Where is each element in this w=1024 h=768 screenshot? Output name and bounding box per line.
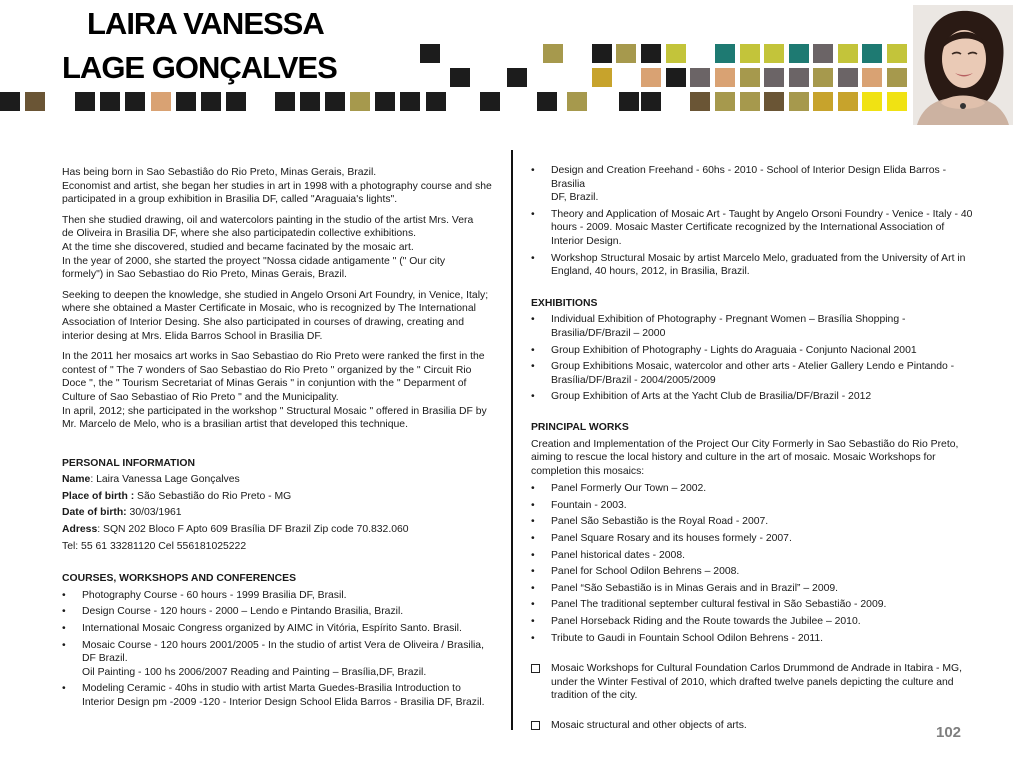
works-heading: PRINCIPAL WORKS — [531, 421, 629, 433]
mosaic-banner — [0, 0, 910, 120]
courses-heading: COURSES, WORKSHOPS AND CONFERENCES — [62, 573, 297, 585]
list-item: • Design and Creation Freehand - 60hs - 2010 - School of Interior Design Elida Barros - Brasilia DF, Brazil. — [531, 165, 947, 204]
list-item: • Panel Horseback Riding and the Route towards the Jubilee – 2010. — [531, 616, 861, 628]
mosaic-tile — [543, 44, 563, 63]
bio-paragraph-2: Then she studied drawing, oil and watercolors painting in the studio of the artist Mrs. Vera de Oliveira in Brasilia DF, where she also participatedin collective exhibitions. At the time she discovered, studied and became facinated by the mosaic art. In the year of 2000, she started the proyect "Nossa cidade antigamente " (" Our city formely") in Sao Sebastiao do Rio Preto, Minas Gerais, Brazil. — [62, 214, 474, 281]
list-item: Mosaic Workshops for Cultural Foundation Carlos Drummond de Andrade in Itabira - MG, under the Winter Festival of 2010, which drafted twelve panels depicting the culture and tradition of the city. — [531, 662, 981, 703]
mosaic-tile — [350, 92, 370, 111]
list-item: • Panel Formerly Our Town – 2002. — [531, 483, 707, 495]
list-item: • Group Exhibition of Arts at the Yacht Club de Brasilia/DF/Brazil - 2012 — [531, 391, 872, 403]
mosaic-tile — [507, 68, 527, 87]
mosaic-tile — [887, 44, 907, 63]
works-list — [531, 482, 981, 645]
mosaic-tile — [616, 44, 636, 63]
title-line-2: LAGE GONÇALVES — [62, 50, 337, 85]
mosaic-tile — [740, 92, 760, 111]
personal-phone: Tel: 55 61 33281120 Cel 556181025222 — [62, 540, 247, 552]
list-item: • Panel “São Sebastião is in Minas Gerais and in Brazil” – 2009. — [531, 582, 839, 594]
title-line-1: LAIRA VANESSA — [87, 6, 324, 41]
list-item: • Panel historical dates - 2008. — [531, 549, 686, 561]
mosaic-tile — [887, 68, 907, 87]
mosaic-tile — [375, 92, 395, 111]
mosaic-tile — [25, 92, 45, 111]
mosaic-tile — [715, 44, 735, 63]
portrait-photo — [913, 5, 1013, 125]
mosaic-tile — [592, 44, 612, 63]
list-item: • Workshop Structural Mosaic by artist Marcelo Melo, graduated from the University of Art in England, 40 hours, 2012, in Brasilia, Brazil. — [531, 252, 966, 278]
bio-paragraph-3: Seeking to deepen the knowledge, she studied in Angelo Orsoni Art Foundry, in Venice, Italy; where she obtained a Master Certificate in Mosaic, who is recognized by The International Association of Interior Desing. She also participated in courses of drawing, creating and interior desing at Mrs. Elida Barros School in Brasilia DF. — [62, 289, 489, 342]
mosaic-tile — [100, 92, 120, 111]
list-item: • Theory and Application of Mosaic Art - Taught by Angelo Orsoni Foundry - Venice - Italy - 40 hours - 2009. Mosaic Master Certificate recognized by the International Association of Interior Design. — [531, 208, 973, 247]
exhibitions-heading: EXHIBITIONS — [531, 297, 598, 309]
mosaic-tile — [537, 92, 557, 111]
mosaic-tile — [764, 44, 784, 63]
mosaic-tile — [764, 92, 784, 111]
mosaic-tile — [813, 44, 833, 63]
list-item: • Tribute to Gaudi in Fountain School Odilon Behrens - 2011. — [531, 632, 824, 644]
mosaic-tile — [592, 68, 612, 87]
mosaic-tile — [125, 92, 145, 111]
mosaic-tile — [789, 92, 809, 111]
personal-address: Adress: SQN 202 Bloco F Apto 609 Brasília DF Brazil Zip code 70.832.060 — [62, 524, 409, 536]
mosaic-tile — [201, 92, 221, 111]
works-checklist — [531, 662, 981, 732]
list-item: • Panel Square Rosary and its houses formely - 2007. — [531, 533, 792, 545]
personal-info-heading: PERSONAL INFORMATION — [62, 457, 195, 469]
courses-list-right — [531, 164, 981, 279]
mosaic-tile — [715, 68, 735, 87]
mosaic-tile — [151, 92, 171, 111]
mosaic-tile — [0, 92, 20, 111]
portrait-illustration — [913, 5, 1013, 125]
exhibitions-list — [531, 313, 981, 404]
left-column — [62, 166, 496, 713]
bio-paragraph-1: Has being born in Sao Sebastiâo do Rio Preto, Minas Gerais, Brazil. Economist and artist, she began her studies in art in 1998 with a photography course and she participated in a group exhibition in Brasilia DF, called "Araguaia's lights". — [62, 167, 492, 206]
mosaic-tile — [838, 44, 858, 63]
personal-name: Name: Laira Vanessa Lage Gonçalves — [62, 474, 240, 486]
personal-birthdate: Date of birth: 30/03/1961 — [62, 507, 182, 519]
courses-list-left — [62, 589, 496, 710]
mosaic-tile — [275, 92, 295, 111]
mosaic-tile — [567, 92, 587, 111]
mosaic-tile — [715, 92, 735, 111]
works-intro: Creation and Implementation of the Project Our City Formerly in Sao Sebastião do Rio Preto, aiming to rescue the local history and culture in the art of mosaic. Mosaic Workshops for completion this mosaics: — [531, 438, 959, 477]
list-item: • Design Course - 120 hours - 2000 – Lendo e Pintando Brasilia, Brazil. — [62, 606, 404, 618]
mosaic-tile — [420, 44, 440, 63]
mosaic-tile — [176, 92, 196, 111]
checkbox-icon — [531, 664, 540, 673]
mosaic-tile — [740, 68, 760, 87]
mosaic-tile — [619, 92, 639, 111]
mosaic-tile — [641, 68, 661, 87]
list-item: • Group Exhibition of Photography - Lights do Araguaia - Conjunto Nacional 2001 — [531, 344, 917, 356]
list-item: • Modeling Ceramic - 40hs in studio with artist Marta Guedes-Brasilia Introduction to Interior Design pm -2009 -120 - Interior Design School Elida Barros - Brasilia DF, Brazil. — [62, 683, 485, 708]
mosaic-tile — [690, 68, 710, 87]
mosaic-tile — [426, 92, 446, 111]
mosaic-tile — [641, 92, 661, 111]
mosaic-tile — [300, 92, 320, 111]
mosaic-tile — [450, 68, 470, 87]
mosaic-tile — [789, 68, 809, 87]
mosaic-tile — [838, 68, 858, 87]
right-column — [531, 164, 981, 736]
mosaic-tile — [862, 44, 882, 63]
list-item: • Panel for School Odilon Behrens – 2008. — [531, 566, 740, 578]
list-item: • Panel São Sebastião is the Royal Road - 2007. — [531, 516, 769, 528]
mosaic-tile — [838, 92, 858, 111]
mosaic-tile — [862, 68, 882, 87]
list-item: • Individual Exhibition of Photography - Pregnant Women – Brasília Shopping - Brasilia/DF/Brazil – 2000 — [531, 314, 906, 339]
list-item: Mosaic structural and other objects of arts. — [531, 719, 981, 733]
mosaic-tile — [325, 92, 345, 111]
mosaic-tile — [480, 92, 500, 111]
mosaic-tile — [690, 92, 710, 111]
mosaic-tile — [789, 44, 809, 63]
mosaic-tile — [75, 92, 95, 111]
list-item: • Photography Course - 60 hours - 1999 Brasilia DF, Brasil. — [62, 589, 347, 601]
column-divider — [511, 150, 513, 730]
mosaic-tile — [666, 68, 686, 87]
page-number: 102 — [936, 724, 962, 741]
list-item: • Group Exhibitions Mosaic, watercolor and other arts - Atelier Gallery Lendo e Pintando - Brasília/DF/Brazil - 2004/2005/2009 — [531, 361, 955, 386]
mosaic-tile — [400, 92, 420, 111]
list-item: • Panel The traditional september cultural festival in São Sebastião - 2009. — [531, 599, 887, 611]
mosaic-tile — [666, 44, 686, 63]
mosaic-tile — [226, 92, 246, 111]
mosaic-tile — [862, 92, 882, 111]
checkbox-icon — [531, 721, 540, 730]
mosaic-tile — [764, 68, 784, 87]
bio-paragraph-4: In the 2011 her mosaics art works in Sao Sebastiao do Rio Preto were ranked the first in the contest of " The 7 wonders of Sao Sebastiao do Rio Preto " organized by the " Circuit Rio Doce ", the " Tourism Secretariat of Minas Gerais " in conjuntion with the " Deparment of Culture of Sao Sebastiao of Rio Preto " and the Municipality. In april, 2012; she participated in the workshop " Structural Mosaic " offered in Brasilia DF by Mr. Marcelo de Melo, who is a brasilian artist that developed this technique. — [62, 351, 487, 431]
mosaic-tile — [813, 92, 833, 111]
personal-birthplace: Place of birth : São Sebastião do Rio Preto - MG — [62, 490, 292, 502]
mosaic-tile — [813, 68, 833, 87]
list-item: • Mosaic Course - 120 hours 2001/2005 - In the studio of artist Vera de Oliveira / Brasilia, DF Brazil. Oil Painting - 100 hs 2006/2007 Reading and Painting – Brasília,DF, Brazil. — [62, 639, 484, 678]
mosaic-tile — [641, 44, 661, 63]
mosaic-tile — [740, 44, 760, 63]
list-item: • Fountain - 2003. — [531, 499, 627, 511]
mosaic-tile — [887, 92, 907, 111]
list-item: • International Mosaic Congress organized by AIMC in Vitória, Espírito Santo. Brasil. — [62, 623, 462, 635]
